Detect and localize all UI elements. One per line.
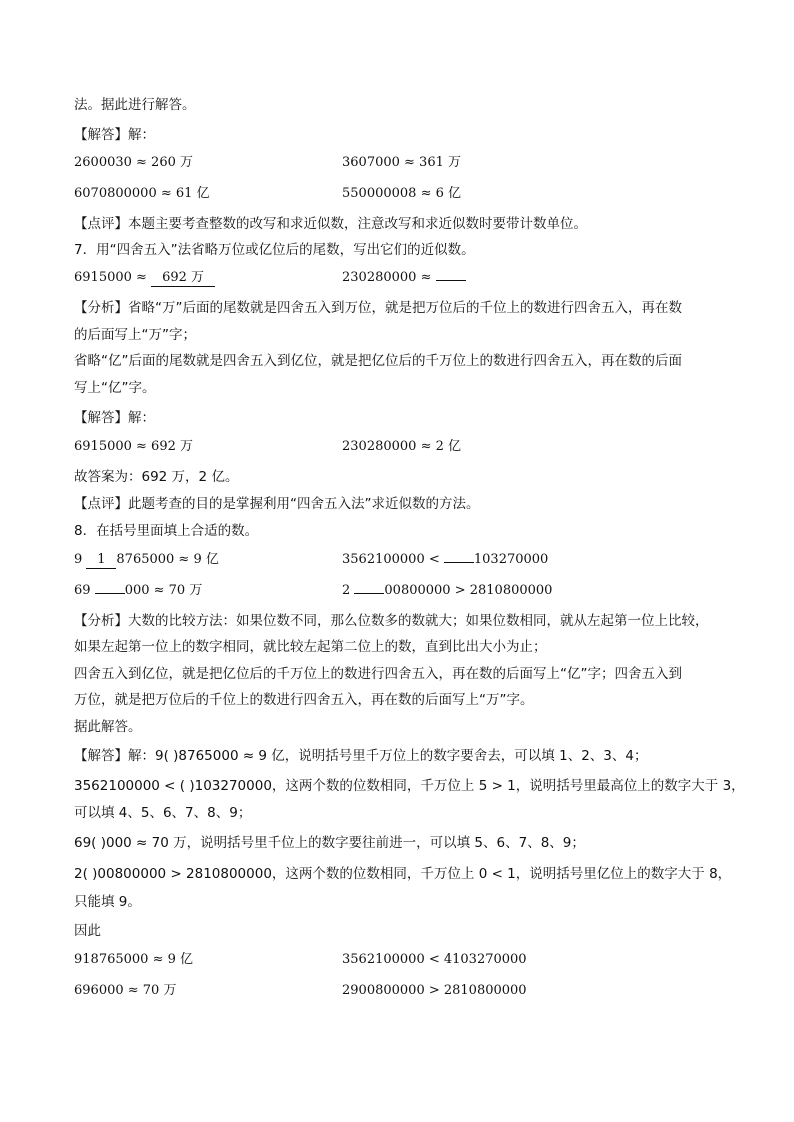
q8-solution-4: 69( )000 ≈ 70 万，说明括号里千位上的数字要往前进一，可以填 5、6、7、8、9；: [74, 835, 585, 851]
result-1b: 3607000 ≈ 361 万: [342, 155, 461, 170]
q8-solution-1: 【解答】解：9( )8765000 ≈ 9 亿，说明括号里千万位上的数字要舍去，可以填 1、2、3、4；: [74, 748, 648, 764]
result-2b: 550000008 ≈ 6 亿: [342, 186, 461, 201]
q7-item-b-expr: 230280000 ≈: [342, 270, 436, 285]
q8-item-1a-suffix: 8765000 ≈ 9 亿: [116, 552, 219, 567]
q7-item-b: [342, 268, 466, 288]
q8-final-2b: 2900800000 > 2810800000: [342, 983, 527, 998]
q8-item-2a-suffix: 000 ≈ 70 万: [124, 583, 203, 598]
q8-item-1b: [342, 550, 548, 570]
q7-result-b: 230280000 ≈ 2 亿: [342, 439, 461, 454]
q7-analysis-4: 写上“亿”字。: [74, 380, 156, 396]
q8-item-2a-prefix: 69: [74, 583, 95, 598]
q8-final-1a: 918765000 ≈ 9 亿: [74, 952, 193, 967]
q7-analysis-3: 省略“亿”后面的尾数就是四舍五入到亿位，就是把亿位后的千万位上的数进行四舍五入，再在数的后面: [74, 353, 682, 369]
q7-answer-heading: 【解答】解：: [74, 410, 155, 426]
q8-item-2b-prefix: 2: [342, 583, 355, 598]
q7-item-a-expr: 6915000 ≈: [74, 270, 152, 285]
question-8-title: 8．在括号里面填上合适的数。: [74, 523, 259, 539]
q8-analysis-5: 据此解答。: [74, 719, 142, 735]
question-7-title: 7．用“四舍五入”法省略万位或亿位后的尾数，写出它们的近似数。: [74, 242, 475, 258]
q8-final-2a: 696000 ≈ 70 万: [74, 983, 177, 998]
q7-analysis-2: 的后面写上“万”字；: [74, 327, 196, 343]
q8-therefore: 因此: [74, 923, 101, 939]
q8-analysis-2: 如果左起第一位上的数字相同，就比较左起第二位上的数，直到比出大小为止；: [74, 639, 547, 655]
q7-analysis-1: 【分析】省略“万”后面的尾数就是四舍五入到万位，就是把万位后的千位上的数进行四舍五入，再在数: [74, 300, 682, 316]
comment-text: 【点评】本题主要考查整数的改写和求近似数，注意改写和求近似数时要带计数单位。: [74, 216, 587, 232]
q8-final-1b: 3562100000 < 4103270000: [342, 952, 527, 967]
q8-item-2a: [74, 581, 202, 601]
result-1a: 2600030 ≈ 260 万: [74, 155, 193, 170]
q8-item-1a: [74, 550, 219, 570]
q8-item-2a-blank[interactable]: [95, 593, 125, 594]
q8-solution-5: 2( )00800000 > 2810800000，这两个数的位数相同，千万位上 0 < 1，说明括号里亿位上的数字大于 8，: [74, 866, 732, 882]
q8-item-1b-suffix: 103270000: [473, 552, 549, 567]
q8-item-1a-prefix: 9: [74, 552, 87, 567]
q7-comment: 【点评】此题考查的目的是掌握利用“四舍五入法”求近似数的方法。: [74, 496, 480, 512]
q8-analysis-1: 【分析】大数的比较方法：如果位数不同，那么位数多的数就大；如果位数相同，就从左起第一位上比较，: [74, 613, 709, 629]
q8-item-2b: [342, 581, 552, 601]
q8-item-1b-prefix: 3562100000 <: [342, 552, 444, 567]
result-2a: 6070800000 ≈ 61 亿: [74, 186, 210, 201]
intro-text: 法。据此进行解答。: [74, 97, 196, 113]
q7-item-a-blank[interactable]: 692 万: [151, 270, 215, 287]
q7-final-answer: 故答案为：692 万，2 亿。: [74, 469, 239, 485]
q8-item-1a-blank[interactable]: 1: [86, 552, 116, 569]
q7-result-a: 6915000 ≈ 692 万: [74, 439, 193, 454]
q8-solution-3: 可以填 4、5、6、7、8、9；: [74, 805, 252, 821]
q8-solution-2: 3562100000 < ( )103270000，这两个数的位数相同，千万位上 5 > 1，说明括号里最高位上的数字大于 3，: [74, 778, 745, 794]
q8-analysis-3: 四舍五入到亿位，就是把亿位后的千万位上的数进行四舍五入，再在数的后面写上“亿”字；四舍五入到: [74, 666, 682, 682]
q8-item-2b-blank[interactable]: [354, 593, 384, 594]
q8-solution-6: 只能填 9。: [74, 894, 141, 910]
q8-analysis-4: 万位，就是把万位后的千位上的数进行四舍五入，再在数的后面写上“万”字。: [74, 692, 534, 708]
q8-item-1b-blank[interactable]: [444, 562, 474, 563]
q7-item-a: [74, 268, 215, 288]
q8-item-2b-suffix: 00800000 > 2810800000: [384, 583, 553, 598]
q7-item-b-blank[interactable]: [436, 280, 466, 281]
answer-heading: 【解答】解：: [74, 127, 155, 143]
